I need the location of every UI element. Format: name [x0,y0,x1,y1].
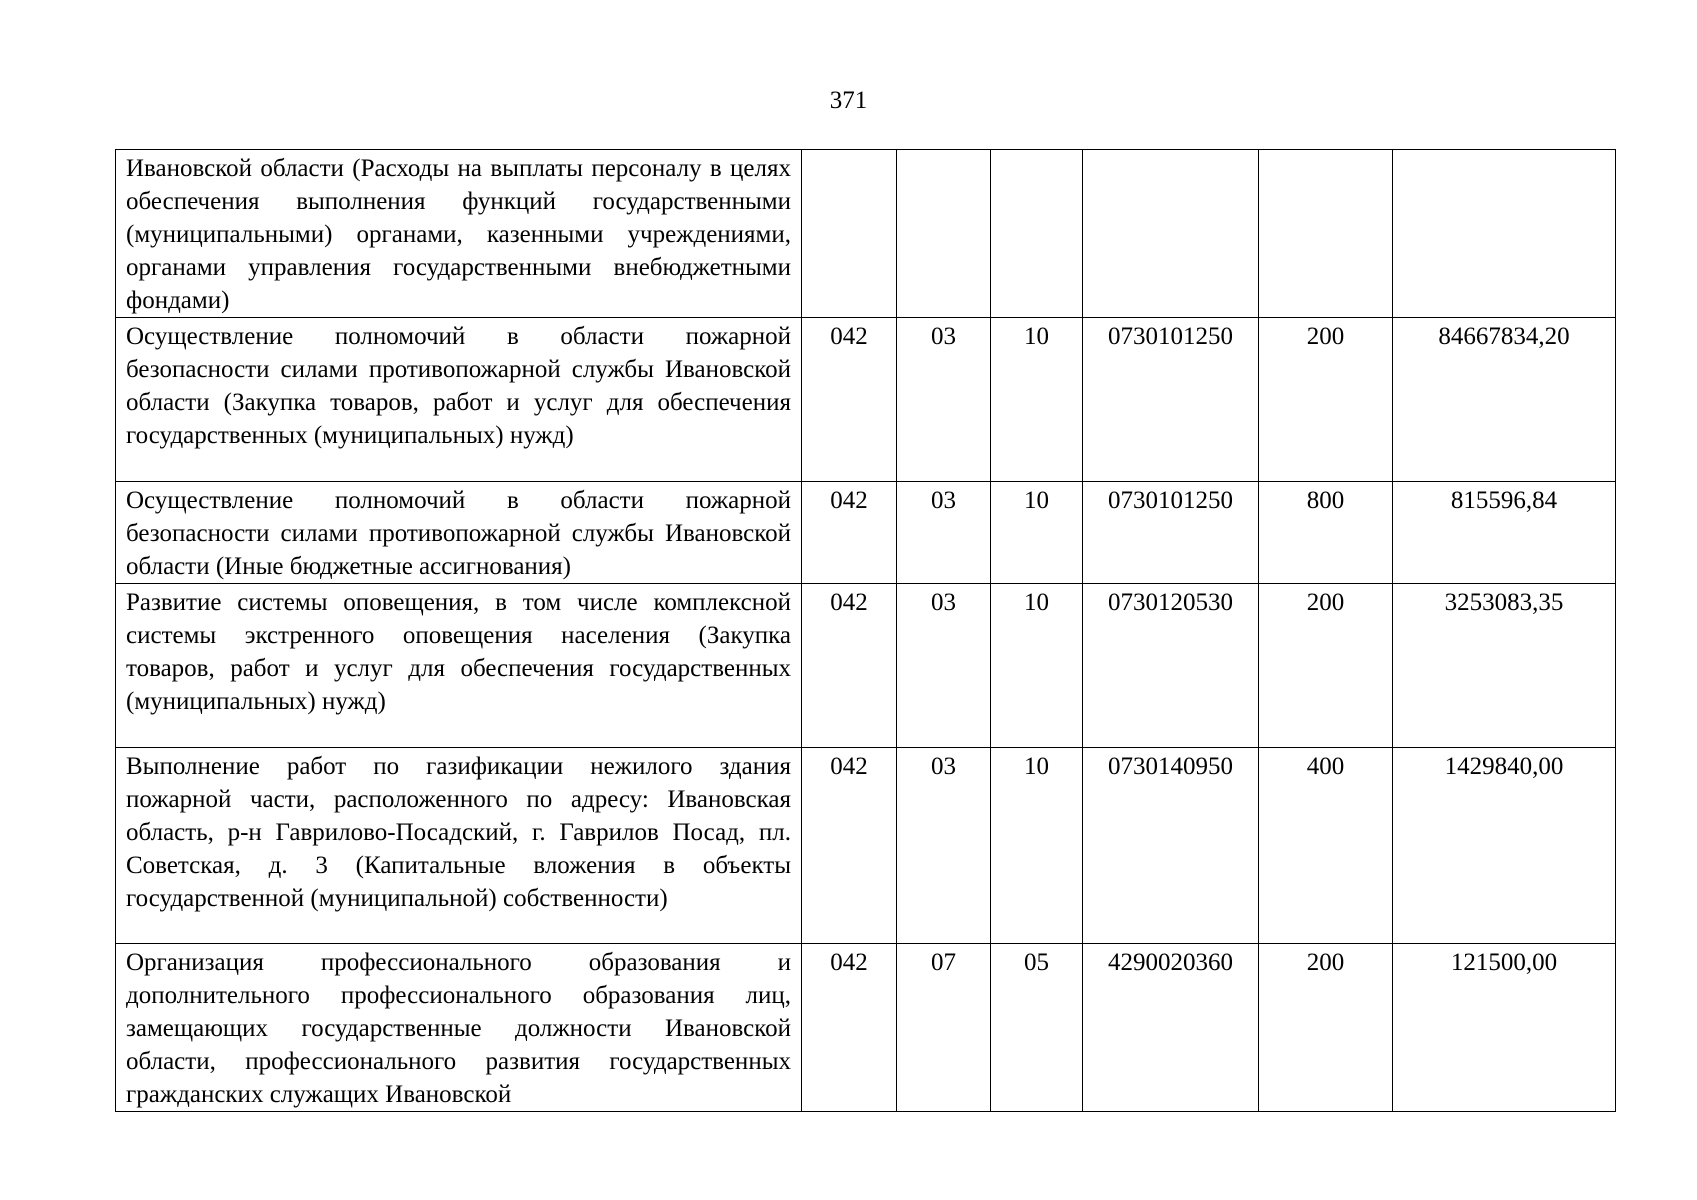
table-row [116,584,1616,748]
target-article-code: 4290020360 [1083,944,1259,1112]
row-description: Осуществление полномочий в области пожарной безопасности силами противопожарной службы Ивановской области (Иные бюджетные ассигнования) [116,482,802,584]
row-description: Организация профессионального образования и дополнительного профессионального образования лиц, замещающих государственные должности Ивановской области, профессионального развития государственных гражданских служащих Ивановской [116,944,802,1112]
section-code: 03 [897,748,991,944]
page-number: 371 [829,87,868,114]
section-code: 03 [897,318,991,482]
expense-type-code: 200 [1259,584,1393,748]
section-code: 03 [897,482,991,584]
ministry-code: 042 [802,482,897,584]
ministry-code [802,150,897,318]
subsection-code: 10 [991,748,1083,944]
amount: 121500,00 [1393,944,1616,1112]
subsection-code: 05 [991,944,1083,1112]
table-row [116,748,1616,944]
table-row [116,150,1616,318]
subsection-code: 10 [991,318,1083,482]
target-article-code: 0730101250 [1083,318,1259,482]
ministry-code: 042 [802,318,897,482]
section-code: 07 [897,944,991,1112]
table-row [116,944,1616,1112]
amount: 815596,84 [1393,482,1616,584]
target-article-code: 0730140950 [1083,748,1259,944]
target-article-code: 0730101250 [1083,482,1259,584]
expense-type-code [1259,150,1393,318]
expense-type-code: 200 [1259,944,1393,1112]
row-description: Осуществление полномочий в области пожарной безопасности силами противопожарной службы Ивановской области (Закупка товаров, работ и услуг для обеспечения государственных (муниципальных) нужд) [116,318,802,482]
target-article-code: 0730120530 [1083,584,1259,748]
subsection-code: 10 [991,482,1083,584]
target-article-code [1083,150,1259,318]
ministry-code: 042 [802,584,897,748]
row-description: Ивановской области (Расходы на выплаты персоналу в целях обеспечения выполнения функций государственными (муниципальными) органами, казенными учреждениями, органами управления государственными внебюджетными фондами) [116,150,802,318]
expense-type-code: 200 [1259,318,1393,482]
amount: 84667834,20 [1393,318,1616,482]
subsection-code [991,150,1083,318]
row-description: Выполнение работ по газификации нежилого здания пожарной части, расположенного по адресу: Ивановская область, р-н Гаврилово-Посадский, г. Гаврилов Посад, пл. Советская, д. 3 (Капитальные вложения в объекты государственной (муниципальной) собственности) [116,748,802,944]
section-code: 03 [897,584,991,748]
expense-type-code: 400 [1259,748,1393,944]
section-code [897,150,991,318]
table-row [116,482,1616,584]
ministry-code: 042 [802,748,897,944]
amount [1393,150,1616,318]
amount: 3253083,35 [1393,584,1616,748]
row-description: Развитие системы оповещения, в том числе комплексной системы экстренного оповещения населения (Закупка товаров, работ и услуг для обеспечения государственных (муниципальных) нужд) [116,584,802,748]
amount: 1429840,00 [1393,748,1616,944]
table-row [116,318,1616,482]
expense-type-code: 800 [1259,482,1393,584]
subsection-code: 10 [991,584,1083,748]
ministry-code: 042 [802,944,897,1112]
budget-table [115,149,1616,1112]
